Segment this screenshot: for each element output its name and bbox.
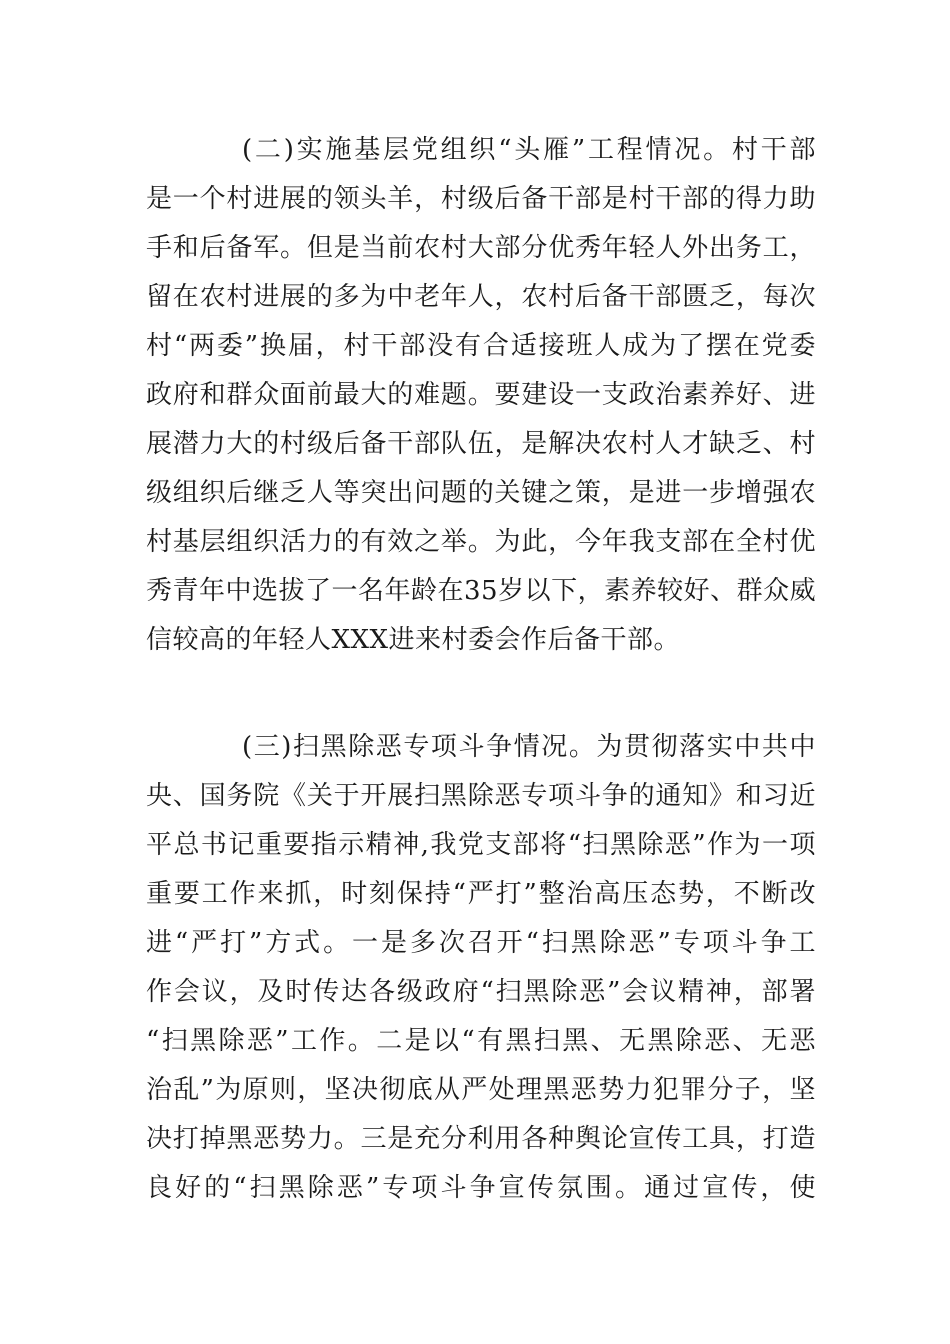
paragraph-line: 决打掉黑恶势力。三是充分利用各种舆论宣传工具，打造 xyxy=(146,1124,816,1154)
paragraph-line: “扫黑除恶”工作。二是以“有黑扫黑、无黑除恶、无恶 xyxy=(146,1026,816,1056)
paragraph-line: 村“两委”换届，村干部没有合适接班人成为了摆在党委 xyxy=(146,331,816,361)
paragraph-line: 重要工作来抓，时刻保持“严打”整治高压态势，不断改 xyxy=(146,879,816,909)
paragraph-line: 进“严打”方式。一是多次召开“扫黑除恶”专项斗争工 xyxy=(146,928,816,958)
paragraph-line: 手和后备军。但是当前农村大部分优秀年轻人外出务工， xyxy=(146,233,816,263)
paragraph-line: (三)扫黑除恶专项斗争情况。为贯彻落实中共中 xyxy=(242,732,816,762)
paragraph-line: 信较高的年轻人XXX进来村委会作后备干部。 xyxy=(146,625,681,655)
paragraph-line: 留在农村进展的多为中老年人，农村后备干部匮乏，每次 xyxy=(146,282,816,312)
paragraph-line: 良好的“扫黑除恶”专项斗争宣传氛围。通过宣传，使 xyxy=(146,1173,816,1203)
paragraph-line: 展潜力大的村级后备干部队伍，是解决农村人才缺乏、村 xyxy=(146,429,816,459)
paragraph-line: 作会议，及时传达各级政府“扫黑除恶”会议精神，部署 xyxy=(146,977,816,1007)
paragraph-line: 是一个村进展的领头羊，村级后备干部是村干部的得力助 xyxy=(146,184,816,214)
paragraph-line: 级组织后继乏人等突出问题的关键之策，是进一步增强农 xyxy=(146,478,816,508)
paragraph-anti-crime-campaign xyxy=(146,723,816,1213)
paragraph-line: 平总书记重要指示精神,我党支部将“扫黑除恶”作为一项 xyxy=(146,830,816,860)
paragraph-line: 治乱”为原则，坚决彻底从严处理黑恶势力犯罪分子，坚 xyxy=(146,1075,816,1105)
paragraph-line: 政府和群众面前最大的难题。要建设一支政治素养好、进 xyxy=(146,380,816,410)
paragraph-line: 秀青年中选拔了一名年龄在35岁以下，素养较好、群众威 xyxy=(146,576,817,606)
paragraph-line: 村基层组织活力的有效之举。为此，今年我支部在全村优 xyxy=(146,527,816,557)
paragraph-village-cadre-reserve xyxy=(146,126,816,665)
paragraph-line: (二)实施基层党组织“头雁”工程情况。村干部 xyxy=(242,135,816,165)
paragraph-line: 央、国务院《关于开展扫黑除恶专项斗争的通知》和习近 xyxy=(146,781,816,811)
